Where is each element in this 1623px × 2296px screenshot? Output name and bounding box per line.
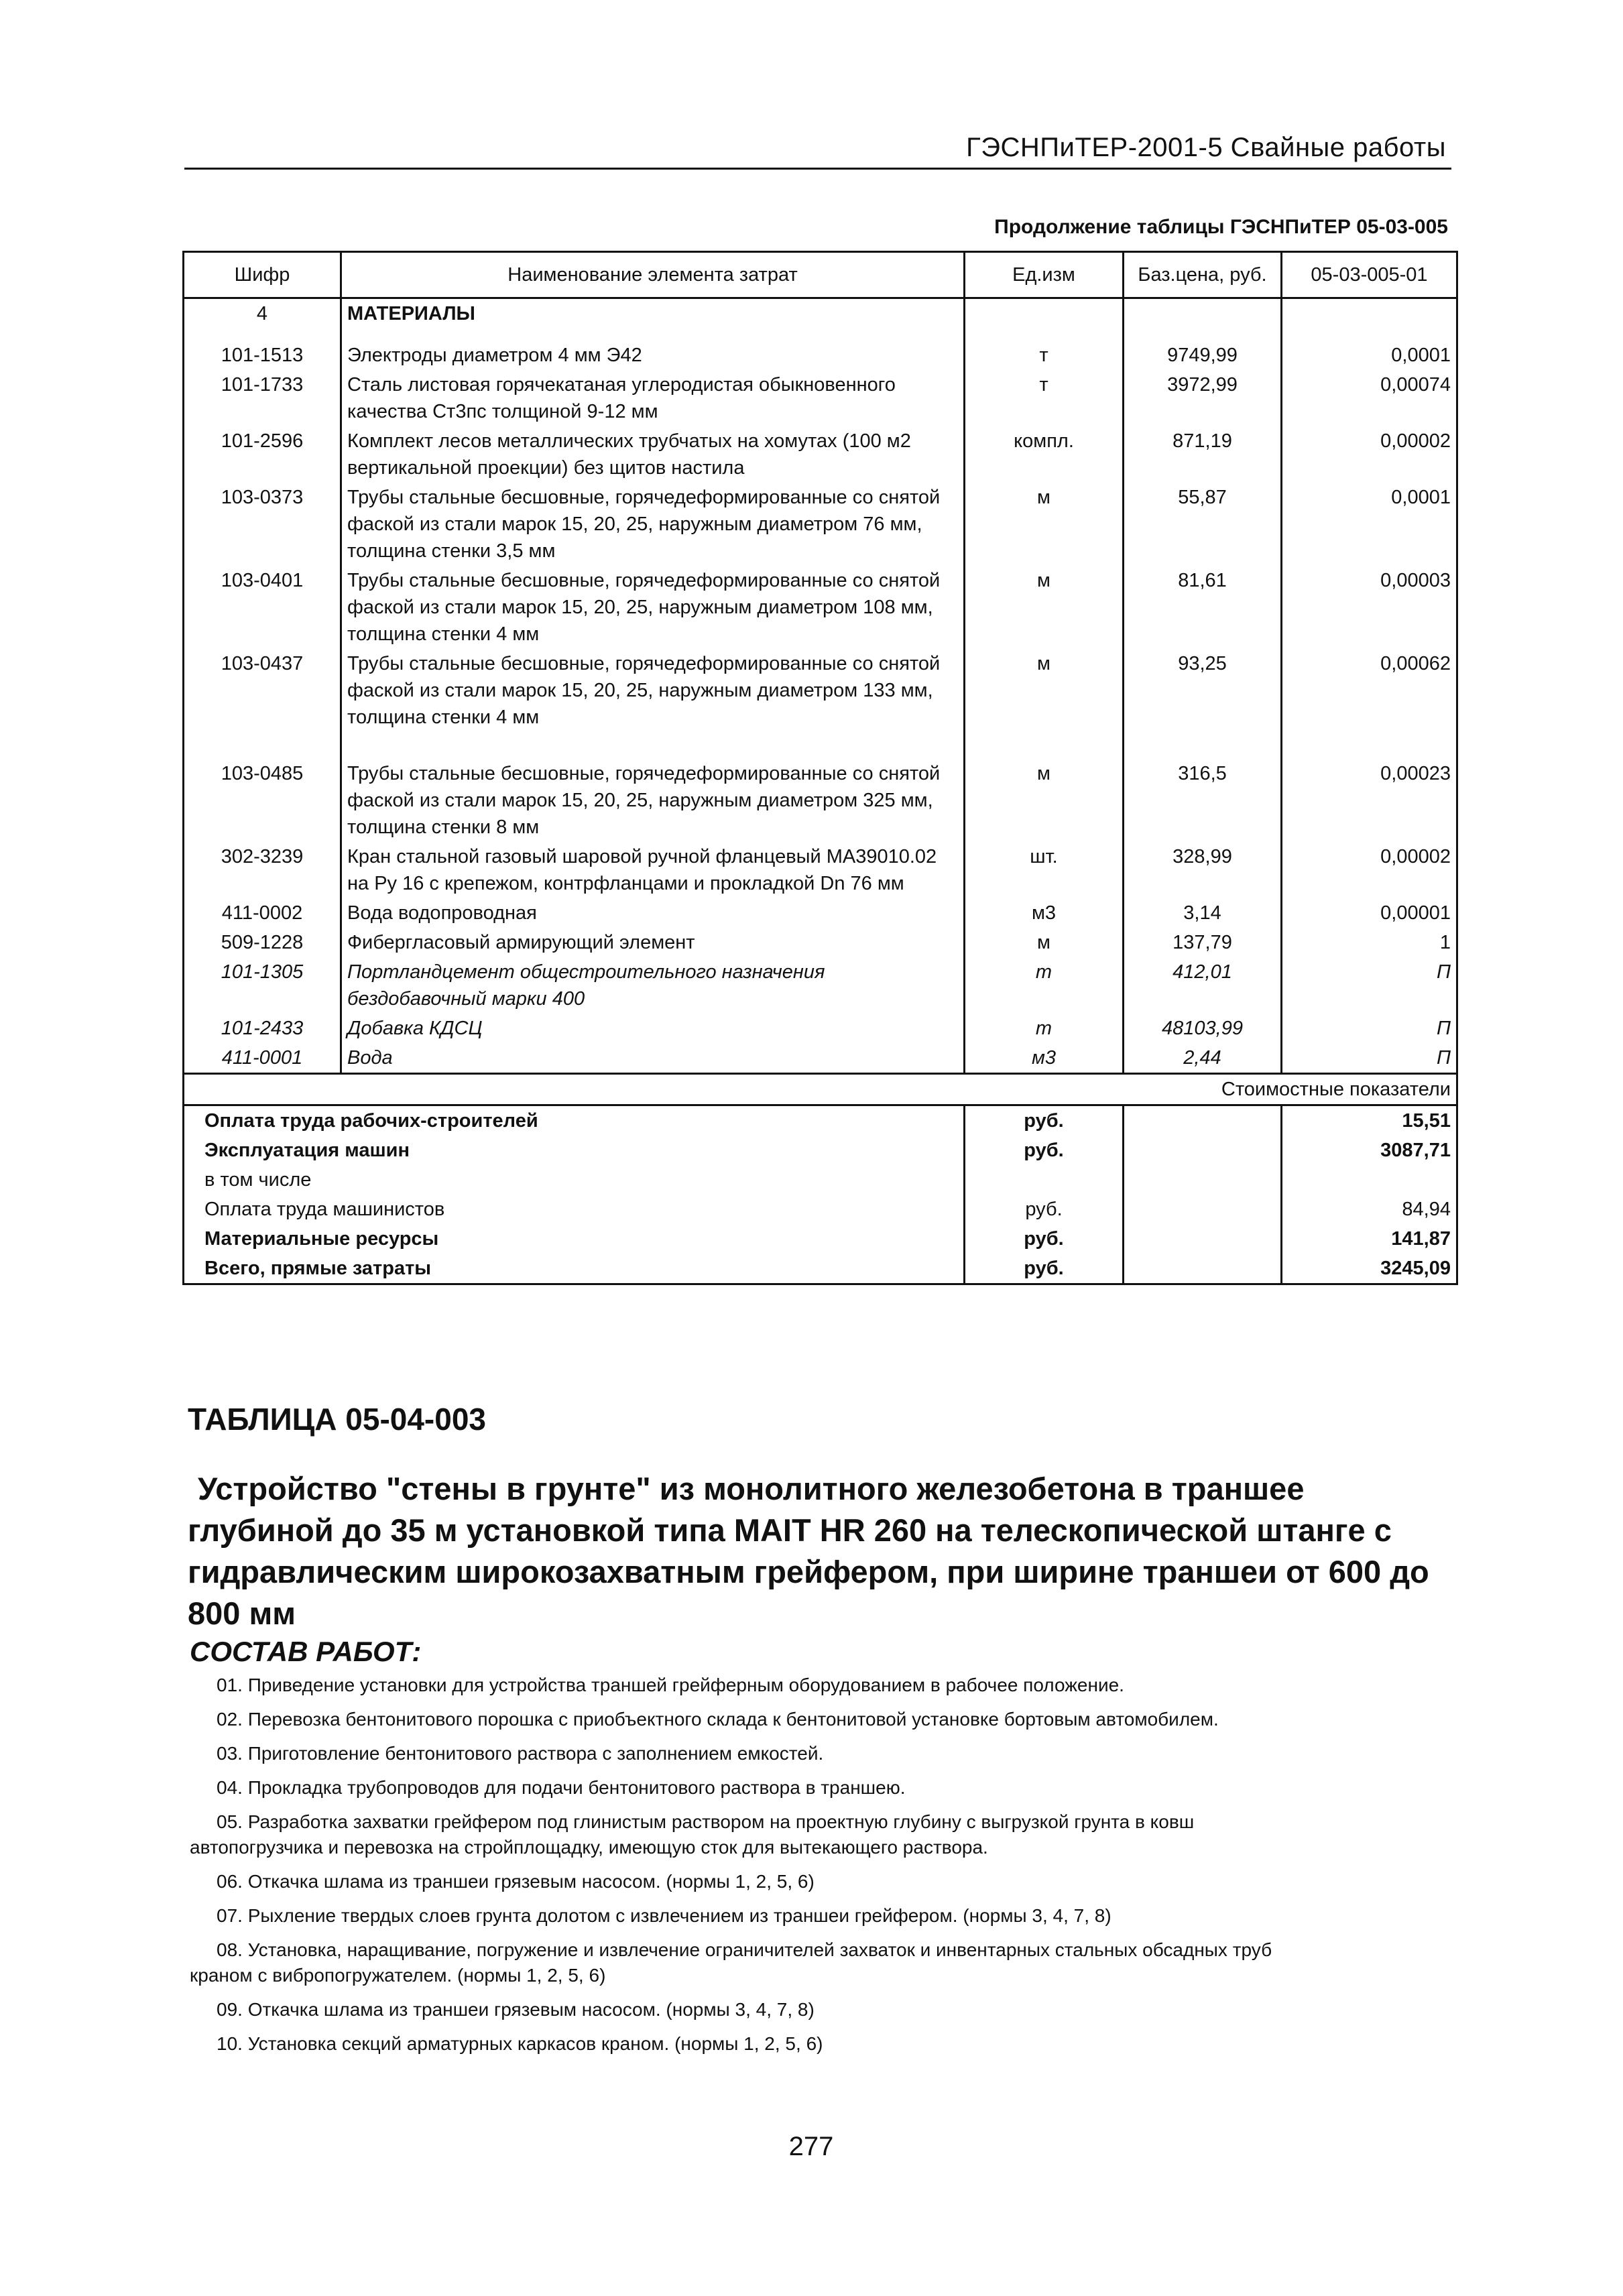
operation-text: 09. Откачка шлама из траншеи грязевым насосом. (нормы 3, 4, 7, 8) <box>217 1999 815 2020</box>
running-header <box>184 129 1451 170</box>
cost-value: 3245,09 <box>1282 1254 1457 1284</box>
row-value: 0,00001 <box>1282 898 1457 928</box>
cost-row <box>184 1136 1457 1165</box>
column-header-norm: 05-03-005-01 <box>1282 252 1457 298</box>
row-value: 0,00023 <box>1282 759 1457 842</box>
list-item <box>190 1673 1450 1698</box>
operation-continuation: автопогрузчика и перевозка на стройплощадку, имеющую сток для вытекающего раствора. <box>190 1837 988 1858</box>
row-unit: т <box>965 957 1124 1014</box>
heading-line: Устройство "стены в грунте" из монолитного железобетона в траншее <box>198 1471 1305 1506</box>
row-name: Фибергласовый армирующий элемент <box>341 928 965 957</box>
row-code: 103-0373 <box>184 483 341 566</box>
row-unit: м <box>965 566 1124 649</box>
row-name: Комплект лесов металлических трубчатых на хомутах (100 м2 вертикальной проекции) без щитов настила <box>341 426 965 483</box>
operation-text: 08. Установка, наращивание, погружение и извлечение ограничителей захваток и инвентарных стальных обсадных труб <box>217 1939 1272 1960</box>
cost-unit: руб. <box>965 1195 1124 1224</box>
operation-text: 07. Рыхление твердых слоев грунта долотом с извлечением из траншеи грейфером. (нормы 3, 4, 7, 8) <box>217 1905 1111 1926</box>
row-value: 0,0001 <box>1282 483 1457 566</box>
row-unit: м3 <box>965 898 1124 928</box>
list-item <box>190 1741 1450 1766</box>
operation-text: 03. Приготовление бентонитового раствора с заполнением емкостей. <box>217 1743 824 1764</box>
table-row <box>184 842 1457 898</box>
cost-unit: руб. <box>965 1105 1124 1136</box>
table-row <box>184 1014 1457 1043</box>
row-price: 3,14 <box>1124 898 1282 928</box>
list-item <box>190 1997 1450 2022</box>
table-row <box>184 426 1457 483</box>
operations-list <box>190 1673 1450 2065</box>
row-value: П <box>1282 1014 1457 1043</box>
row-value: 0,0001 <box>1282 341 1457 370</box>
cost-value: 84,94 <box>1282 1195 1457 1224</box>
row-unit: т <box>965 341 1124 370</box>
cost-row <box>184 1105 1457 1136</box>
row-price: 137,79 <box>1124 928 1282 957</box>
row-value: П <box>1282 1043 1457 1074</box>
row-name: Сталь листовая горячекатаная углеродистая обыкновенного качества Ст3пс толщиной 9-12 мм <box>341 370 965 426</box>
row-name: Трубы стальные бесшовные, горячедеформированные со снятой фаской из стали марок 15, 20, 25, наружным диаметром 133 мм, толщина стенки 4 мм <box>341 649 965 732</box>
work-composition-label: СОСТАВ РАБОТ: <box>190 1636 422 1667</box>
cost-value <box>1282 1165 1457 1195</box>
row-name: Вода <box>341 1043 965 1074</box>
table-row <box>184 566 1457 649</box>
row-code: 103-0401 <box>184 566 341 649</box>
cost-label: Оплата труда машинистов <box>184 1195 965 1224</box>
section-code: 4 <box>184 298 341 329</box>
cost-value: 141,87 <box>1282 1224 1457 1254</box>
cost-value: 3087,71 <box>1282 1136 1457 1165</box>
row-unit: м <box>965 483 1124 566</box>
heading-line: 800 мм <box>188 1595 296 1631</box>
row-code: 101-1305 <box>184 957 341 1014</box>
row-unit: м <box>965 649 1124 732</box>
operation-text: 10. Установка секций арматурных каркасов краном. (нормы 1, 2, 5, 6) <box>217 2033 823 2054</box>
cost-label: Эксплуатация машин <box>184 1136 965 1165</box>
cost-caption-row <box>184 1074 1457 1105</box>
heading-line: глубиной до 35 м установкой типа MAIT HR 260 на телескопической штанге с <box>188 1512 1392 1548</box>
row-name: Кран стальной газовый шаровой ручной фланцевый МА39010.02 на Ру 16 с крепежом, контрфланцами и прокладкой Dn 76 мм <box>341 842 965 898</box>
row-name: Трубы стальные бесшовные, горячедеформированные со снятой фаской из стали марок 15, 20, 25, наружным диаметром 325 мм, толщина стенки 8 мм <box>341 759 965 842</box>
row-name: Вода водопроводная <box>341 898 965 928</box>
operation-text: 04. Прокладка трубопроводов для подачи бентонитового раствора в траншею. <box>217 1777 906 1798</box>
row-value: 0,00062 <box>1282 649 1457 732</box>
table-row <box>184 483 1457 566</box>
table-continuation-caption: Продолжение таблицы ГЭСНПиТЕР 05-03-005 <box>994 216 1448 238</box>
row-code: 302-3239 <box>184 842 341 898</box>
row-price: 9749,99 <box>1124 341 1282 370</box>
row-name: Электроды диаметром 4 мм Э42 <box>341 341 965 370</box>
row-price: 2,44 <box>1124 1043 1282 1074</box>
materials-table <box>182 251 1458 1285</box>
table-row <box>184 898 1457 928</box>
cost-value: 15,51 <box>1282 1105 1457 1136</box>
row-code: 101-2596 <box>184 426 341 483</box>
operation-text: 06. Откачка шлама из траншеи грязевым насосом. (нормы 1, 2, 5, 6) <box>217 1871 815 1892</box>
cost-row <box>184 1254 1457 1284</box>
row-value: П <box>1282 957 1457 1014</box>
row-unit: т <box>965 1014 1124 1043</box>
table-row <box>184 928 1457 957</box>
list-item <box>190 2031 1450 2057</box>
column-header-code: Шифр <box>184 252 341 298</box>
row-unit: компл. <box>965 426 1124 483</box>
operation-continuation: краном с вибропогружателем. (нормы 1, 2, 5, 6) <box>190 1965 606 1986</box>
list-item <box>190 1775 1450 1801</box>
section-name: МАТЕРИАЛЫ <box>341 298 965 329</box>
heading-line: гидравлическим широкозахватным грейфером, при ширине траншеи от 600 до <box>188 1554 1429 1589</box>
row-unit: м <box>965 759 1124 842</box>
cost-label: Всего, прямые затраты <box>184 1254 965 1284</box>
row-price: 55,87 <box>1124 483 1282 566</box>
list-item <box>190 1903 1450 1929</box>
row-code: 101-1513 <box>184 341 341 370</box>
row-price: 412,01 <box>1124 957 1282 1014</box>
table-row <box>184 341 1457 370</box>
row-code: 411-0001 <box>184 1043 341 1074</box>
table-row <box>184 957 1457 1014</box>
row-price: 871,19 <box>1124 426 1282 483</box>
row-unit: м3 <box>965 1043 1124 1074</box>
cost-label: Материальные ресурсы <box>184 1224 965 1254</box>
row-price: 3972,99 <box>1124 370 1282 426</box>
cost-label: Оплата труда рабочих-строителей <box>184 1105 965 1136</box>
column-header-unit: Ед.изм <box>965 252 1124 298</box>
list-item <box>190 1809 1450 1860</box>
row-name: Добавка КДСЦ <box>341 1014 965 1043</box>
row-code: 101-2433 <box>184 1014 341 1043</box>
row-unit: м <box>965 928 1124 957</box>
row-price: 48103,99 <box>1124 1014 1282 1043</box>
cost-unit: руб. <box>965 1224 1124 1254</box>
row-code: 103-0437 <box>184 649 341 732</box>
column-header-name: Наименование элемента затрат <box>341 252 965 298</box>
table-row <box>184 649 1457 732</box>
list-item <box>190 1869 1450 1894</box>
row-value: 0,00002 <box>1282 842 1457 898</box>
row-value: 0,00003 <box>1282 566 1457 649</box>
running-header-text: ГЭСНПиТЕР-2001-5 Свайные работы <box>966 133 1446 162</box>
row-price: 93,25 <box>1124 649 1282 732</box>
cost-unit <box>965 1165 1124 1195</box>
row-price: 328,99 <box>1124 842 1282 898</box>
row-price: 316,5 <box>1124 759 1282 842</box>
row-unit: шт. <box>965 842 1124 898</box>
list-item <box>190 1937 1450 1988</box>
operation-text: 01. Приведение установки для устройства траншей грейферным оборудованием в рабочее положение. <box>217 1675 1124 1695</box>
cost-row <box>184 1165 1457 1195</box>
row-unit: т <box>965 370 1124 426</box>
row-value: 1 <box>1282 928 1457 957</box>
list-item <box>190 1707 1450 1732</box>
column-header-price: Баз.цена, руб. <box>1124 252 1282 298</box>
cost-caption: Стоимостные показатели <box>184 1074 1457 1105</box>
table-row <box>184 370 1457 426</box>
row-name: Трубы стальные бесшовные, горячедеформированные со снятой фаской из стали марок 15, 20, 25, наружным диаметром 76 мм, толщина стенки 3,5 мм <box>341 483 965 566</box>
row-price: 81,61 <box>1124 566 1282 649</box>
cost-unit: руб. <box>965 1254 1124 1284</box>
section-row <box>184 298 1457 329</box>
row-code: 411-0002 <box>184 898 341 928</box>
table-title: ТАБЛИЦА 05-04-003 <box>188 1402 486 1437</box>
cost-label: в том числе <box>184 1165 965 1195</box>
section-heading <box>188 1468 1461 1634</box>
row-code: 103-0485 <box>184 759 341 842</box>
operation-text: 02. Перевозка бентонитового порошка с приобъектного склада к бентонитовой установке бортовым автомобилем. <box>217 1709 1219 1730</box>
page-number: 277 <box>788 2132 834 2161</box>
operation-text: 05. Разработка захватки грейфером под глинистым раствором на проектную глубину с выгрузкой грунта в ковш <box>217 1811 1195 1832</box>
cost-row <box>184 1224 1457 1254</box>
table-row <box>184 1043 1457 1074</box>
row-value: 0,00002 <box>1282 426 1457 483</box>
row-code: 101-1733 <box>184 370 341 426</box>
row-name: Портландцемент общестроительного назначения бездобавочный марки 400 <box>341 957 965 1014</box>
cost-row <box>184 1195 1457 1224</box>
row-code: 509-1228 <box>184 928 341 957</box>
row-value: 0,00074 <box>1282 370 1457 426</box>
row-name: Трубы стальные бесшовные, горячедеформированные со снятой фаской из стали марок 15, 20, 25, наружным диаметром 108 мм, толщина стенки 4 мм <box>341 566 965 649</box>
table-header-row <box>184 252 1457 298</box>
table-row <box>184 759 1457 842</box>
cost-unit: руб. <box>965 1136 1124 1165</box>
